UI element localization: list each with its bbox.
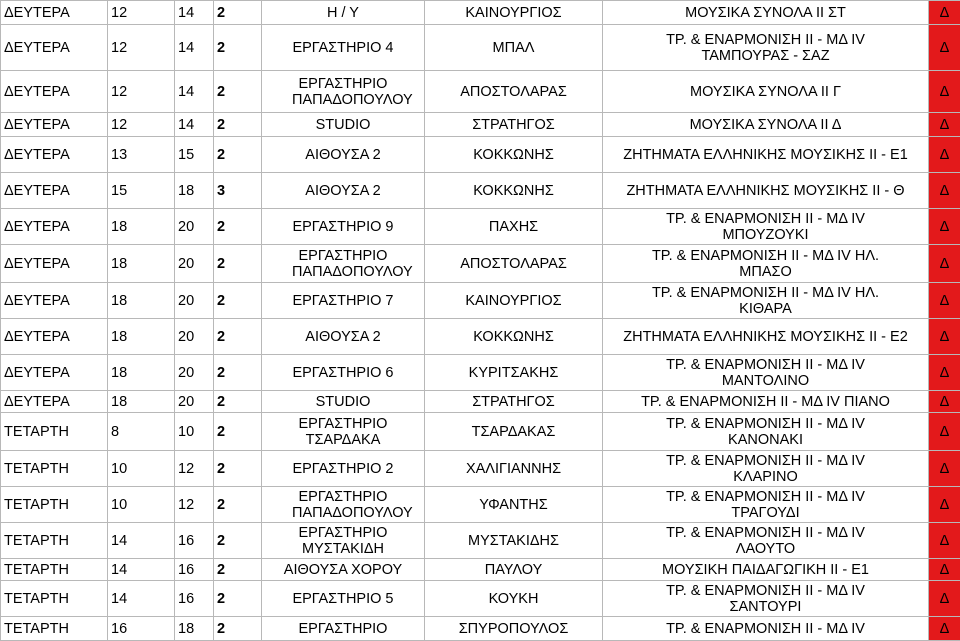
flag-cell: Δ bbox=[929, 245, 960, 283]
hours-cell: 2 bbox=[214, 71, 262, 113]
course-cell: ΖΗΤΗΜΑΤΑ ΕΛΛΗΝΙΚΗΣ ΜΟΥΣΙΚΗΣ ΙΙ - Θ bbox=[603, 173, 929, 209]
course-cell: ΤΡ. & ΕΝΑΡΜΟΝΙΣΗ ΙΙ - ΜΔ ΙV ΤΑΜΠΟΥΡΑΣ - ΣΑΖ bbox=[603, 25, 929, 71]
course-cell: ΤΡ. & ΕΝΑΡΜΟΝΙΣΗ ΙΙ - ΜΔ ΙV bbox=[603, 617, 929, 641]
day-cell: ΤΕΤΑΡΤΗ bbox=[1, 413, 108, 451]
room-cell: ΕΡΓΑΣΤΗΡΙΟ ΠΑΠΑΔΟΠΟΥΛΟΥ bbox=[262, 71, 425, 113]
flag-cell: Δ bbox=[929, 523, 960, 559]
course-cell: ΤΡ. & ΕΝΑΡΜΟΝΙΣΗ ΙΙ - ΜΔ ΙV ΜΑΝΤΟΛΙΝΟ bbox=[603, 355, 929, 391]
start-hour-cell: 10 bbox=[108, 451, 175, 487]
room-cell: Η / Υ bbox=[262, 1, 425, 25]
room-cell: ΑΙΘΟΥΣΑ 2 bbox=[262, 319, 425, 355]
professor-cell: ΚΑΙΝΟΥΡΓΙΟΣ bbox=[425, 1, 603, 25]
start-hour-cell: 18 bbox=[108, 209, 175, 245]
course-cell: ΖΗΤΗΜΑΤΑ ΕΛΛΗΝΙΚΗΣ ΜΟΥΣΙΚΗΣ ΙΙ - Ε2 bbox=[603, 319, 929, 355]
end-hour-cell: 16 bbox=[175, 581, 214, 617]
flag-cell: Δ bbox=[929, 413, 960, 451]
table-row bbox=[1, 245, 960, 283]
start-hour-cell: 18 bbox=[108, 391, 175, 413]
hours-cell: 2 bbox=[214, 1, 262, 25]
end-hour-cell: 20 bbox=[175, 355, 214, 391]
hours-cell: 2 bbox=[214, 559, 262, 581]
end-hour-cell: 16 bbox=[175, 559, 214, 581]
start-hour-cell: 12 bbox=[108, 1, 175, 25]
end-hour-cell: 14 bbox=[175, 113, 214, 137]
day-cell: ΔΕΥΤΕΡΑ bbox=[1, 245, 108, 283]
end-hour-cell: 18 bbox=[175, 617, 214, 641]
flag-cell: Δ bbox=[929, 319, 960, 355]
room-cell: ΑΙΘΟΥΣΑ 2 bbox=[262, 173, 425, 209]
table-row bbox=[1, 581, 960, 617]
day-cell: ΔΕΥΤΕΡΑ bbox=[1, 173, 108, 209]
course-cell: ΜΟΥΣΙΚΗ ΠΑΙΔΑΓΩΓΙΚΗ ΙΙ - Ε1 bbox=[603, 559, 929, 581]
professor-cell: ΜΥΣΤΑΚΙΔΗΣ bbox=[425, 523, 603, 559]
professor-cell: ΣΠΥΡΟΠΟΥΛΟΣ bbox=[425, 617, 603, 641]
hours-cell: 2 bbox=[214, 617, 262, 641]
table-row bbox=[1, 617, 960, 641]
day-cell: ΤΕΤΑΡΤΗ bbox=[1, 487, 108, 523]
hours-cell: 2 bbox=[214, 209, 262, 245]
flag-cell: Δ bbox=[929, 137, 960, 173]
flag-cell: Δ bbox=[929, 451, 960, 487]
end-hour-cell: 12 bbox=[175, 487, 214, 523]
flag-cell: Δ bbox=[929, 559, 960, 581]
room-cell: ΕΡΓΑΣΤΗΡΙΟ bbox=[262, 617, 425, 641]
day-cell: ΔΕΥΤΕΡΑ bbox=[1, 137, 108, 173]
room-cell: STUDIO bbox=[262, 113, 425, 137]
end-hour-cell: 16 bbox=[175, 523, 214, 559]
day-cell: ΤΕΤΑΡΤΗ bbox=[1, 559, 108, 581]
table-row bbox=[1, 355, 960, 391]
room-cell: ΕΡΓΑΣΤΗΡΙΟ 5 bbox=[262, 581, 425, 617]
day-cell: ΔΕΥΤΕΡΑ bbox=[1, 209, 108, 245]
end-hour-cell: 20 bbox=[175, 391, 214, 413]
table-row bbox=[1, 137, 960, 173]
hours-cell: 2 bbox=[214, 355, 262, 391]
course-cell: ΤΡ. & ΕΝΑΡΜΟΝΙΣΗ ΙΙ - ΜΔ ΙV ΤΡΑΓΟΥΔΙ bbox=[603, 487, 929, 523]
hours-cell: 2 bbox=[214, 137, 262, 173]
end-hour-cell: 20 bbox=[175, 245, 214, 283]
day-cell: ΤΕΤΑΡΤΗ bbox=[1, 451, 108, 487]
flag-cell: Δ bbox=[929, 283, 960, 319]
start-hour-cell: 14 bbox=[108, 581, 175, 617]
professor-cell: ΚΥΡΙΤΣΑΚΗΣ bbox=[425, 355, 603, 391]
professor-cell: ΚΑΙΝΟΥΡΓΙΟΣ bbox=[425, 283, 603, 319]
table-row bbox=[1, 413, 960, 451]
professor-cell: ΣΤΡΑΤΗΓΟΣ bbox=[425, 391, 603, 413]
start-hour-cell: 18 bbox=[108, 283, 175, 319]
start-hour-cell: 18 bbox=[108, 245, 175, 283]
day-cell: ΤΕΤΑΡΤΗ bbox=[1, 523, 108, 559]
schedule-body bbox=[1, 1, 960, 641]
end-hour-cell: 14 bbox=[175, 71, 214, 113]
room-cell: ΕΡΓΑΣΤΗΡΙΟ ΤΣΑΡΔΑΚΑ bbox=[262, 413, 425, 451]
hours-cell: 2 bbox=[214, 245, 262, 283]
flag-cell: Δ bbox=[929, 173, 960, 209]
end-hour-cell: 20 bbox=[175, 283, 214, 319]
hours-cell: 3 bbox=[214, 173, 262, 209]
flag-cell: Δ bbox=[929, 209, 960, 245]
professor-cell: ΚΟΚΚΩΝΗΣ bbox=[425, 173, 603, 209]
table-row bbox=[1, 319, 960, 355]
room-cell: ΕΡΓΑΣΤΗΡΙΟ ΜΥΣΤΑΚΙΔΗ bbox=[262, 523, 425, 559]
professor-cell: ΠΑΥΛΟΥ bbox=[425, 559, 603, 581]
room-cell: ΑΙΘΟΥΣΑ 2 bbox=[262, 137, 425, 173]
hours-cell: 2 bbox=[214, 451, 262, 487]
course-cell: ΤΡ. & ΕΝΑΡΜΟΝΙΣΗ ΙΙ - ΜΔ ΙV ΛΑΟΥΤΟ bbox=[603, 523, 929, 559]
flag-cell: Δ bbox=[929, 25, 960, 71]
day-cell: ΔΕΥΤΕΡΑ bbox=[1, 319, 108, 355]
flag-cell: Δ bbox=[929, 355, 960, 391]
flag-cell: Δ bbox=[929, 487, 960, 523]
course-cell: ΤΡ. & ΕΝΑΡΜΟΝΙΣΗ ΙΙ - ΜΔ ΙV ΠΙΑΝΟ bbox=[603, 391, 929, 413]
professor-cell: ΜΠΑΛ bbox=[425, 25, 603, 71]
start-hour-cell: 14 bbox=[108, 523, 175, 559]
day-cell: ΤΕΤΑΡΤΗ bbox=[1, 581, 108, 617]
course-cell: ΤΡ. & ΕΝΑΡΜΟΝΙΣΗ ΙΙ - ΜΔ ΙV ΗΛ. ΜΠΑΣΟ bbox=[603, 245, 929, 283]
course-cell: ΜΟΥΣΙΚΑ ΣΥΝΟΛΑ ΙΙ ΣΤ bbox=[603, 1, 929, 25]
course-cell: ΖΗΤΗΜΑΤΑ ΕΛΛΗΝΙΚΗΣ ΜΟΥΣΙΚΗΣ ΙΙ - Ε1 bbox=[603, 137, 929, 173]
start-hour-cell: 13 bbox=[108, 137, 175, 173]
hours-cell: 2 bbox=[214, 283, 262, 319]
hours-cell: 2 bbox=[214, 113, 262, 137]
table-row bbox=[1, 25, 960, 71]
start-hour-cell: 8 bbox=[108, 413, 175, 451]
course-cell: ΤΡ. & ΕΝΑΡΜΟΝΙΣΗ ΙΙ - ΜΔ ΙV ΗΛ. ΚΙΘΑΡΑ bbox=[603, 283, 929, 319]
professor-cell: ΤΣΑΡΔΑΚΑΣ bbox=[425, 413, 603, 451]
room-cell: ΕΡΓΑΣΤΗΡΙΟ ΠΑΠΑΔΟΠΟΥΛΟΥ bbox=[262, 487, 425, 523]
start-hour-cell: 16 bbox=[108, 617, 175, 641]
hours-cell: 2 bbox=[214, 391, 262, 413]
room-cell: ΕΡΓΑΣΤΗΡΙΟ 6 bbox=[262, 355, 425, 391]
professor-cell: ΥΦΑΝΤΗΣ bbox=[425, 487, 603, 523]
day-cell: ΔΕΥΤΕΡΑ bbox=[1, 391, 108, 413]
course-cell: ΜΟΥΣΙΚΑ ΣΥΝΟΛΑ ΙΙ Δ bbox=[603, 113, 929, 137]
professor-cell: ΑΠΟΣΤΟΛΑΡΑΣ bbox=[425, 245, 603, 283]
course-cell: ΜΟΥΣΙΚΑ ΣΥΝΟΛΑ ΙΙ Γ bbox=[603, 71, 929, 113]
day-cell: ΔΕΥΤΕΡΑ bbox=[1, 25, 108, 71]
day-cell: ΔΕΥΤΕΡΑ bbox=[1, 283, 108, 319]
table-row bbox=[1, 283, 960, 319]
room-cell: ΕΡΓΑΣΤΗΡΙΟ 9 bbox=[262, 209, 425, 245]
table-row bbox=[1, 71, 960, 113]
professor-cell: ΧΑΛΙΓΙΑΝΝΗΣ bbox=[425, 451, 603, 487]
end-hour-cell: 12 bbox=[175, 451, 214, 487]
table-row bbox=[1, 559, 960, 581]
table-row bbox=[1, 523, 960, 559]
flag-cell: Δ bbox=[929, 113, 960, 137]
day-cell: ΔΕΥΤΕΡΑ bbox=[1, 1, 108, 25]
day-cell: ΔΕΥΤΕΡΑ bbox=[1, 355, 108, 391]
hours-cell: 2 bbox=[214, 523, 262, 559]
room-cell: ΕΡΓΑΣΤΗΡΙΟ 2 bbox=[262, 451, 425, 487]
course-cell: ΤΡ. & ΕΝΑΡΜΟΝΙΣΗ ΙΙ - ΜΔ ΙV ΚΑΝΟΝΑΚΙ bbox=[603, 413, 929, 451]
professor-cell: ΣΤΡΑΤΗΓΟΣ bbox=[425, 113, 603, 137]
flag-cell: Δ bbox=[929, 617, 960, 641]
start-hour-cell: 15 bbox=[108, 173, 175, 209]
room-cell: ΑΙΘΟΥΣΑ ΧΟΡΟΥ bbox=[262, 559, 425, 581]
room-cell: ΕΡΓΑΣΤΗΡΙΟ 4 bbox=[262, 25, 425, 71]
hours-cell: 2 bbox=[214, 581, 262, 617]
start-hour-cell: 12 bbox=[108, 25, 175, 71]
end-hour-cell: 20 bbox=[175, 209, 214, 245]
table-row bbox=[1, 487, 960, 523]
day-cell: ΔΕΥΤΕΡΑ bbox=[1, 71, 108, 113]
end-hour-cell: 14 bbox=[175, 1, 214, 25]
course-cell: ΤΡ. & ΕΝΑΡΜΟΝΙΣΗ ΙΙ - ΜΔ ΙV ΚΛΑΡΙΝΟ bbox=[603, 451, 929, 487]
hours-cell: 2 bbox=[214, 413, 262, 451]
professor-cell: ΑΠΟΣΤΟΛΑΡΑΣ bbox=[425, 71, 603, 113]
end-hour-cell: 20 bbox=[175, 319, 214, 355]
table-row bbox=[1, 173, 960, 209]
day-cell: ΤΕΤΑΡΤΗ bbox=[1, 617, 108, 641]
end-hour-cell: 15 bbox=[175, 137, 214, 173]
end-hour-cell: 18 bbox=[175, 173, 214, 209]
room-cell: STUDIO bbox=[262, 391, 425, 413]
start-hour-cell: 18 bbox=[108, 319, 175, 355]
start-hour-cell: 10 bbox=[108, 487, 175, 523]
start-hour-cell: 12 bbox=[108, 113, 175, 137]
table-row bbox=[1, 209, 960, 245]
day-cell: ΔΕΥΤΕΡΑ bbox=[1, 113, 108, 137]
professor-cell: ΚΟΥΚΗ bbox=[425, 581, 603, 617]
flag-cell: Δ bbox=[929, 581, 960, 617]
start-hour-cell: 18 bbox=[108, 355, 175, 391]
professor-cell: ΚΟΚΚΩΝΗΣ bbox=[425, 137, 603, 173]
table-row bbox=[1, 391, 960, 413]
course-cell: ΤΡ. & ΕΝΑΡΜΟΝΙΣΗ ΙΙ - ΜΔ ΙV ΜΠΟΥΖΟΥΚΙ bbox=[603, 209, 929, 245]
flag-cell: Δ bbox=[929, 1, 960, 25]
professor-cell: ΚΟΚΚΩΝΗΣ bbox=[425, 319, 603, 355]
hours-cell: 2 bbox=[214, 487, 262, 523]
flag-cell: Δ bbox=[929, 71, 960, 113]
table-row bbox=[1, 1, 960, 25]
end-hour-cell: 14 bbox=[175, 25, 214, 71]
hours-cell: 2 bbox=[214, 319, 262, 355]
room-cell: ΕΡΓΑΣΤΗΡΙΟ ΠΑΠΑΔΟΠΟΥΛΟΥ bbox=[262, 245, 425, 283]
room-cell: ΕΡΓΑΣΤΗΡΙΟ 7 bbox=[262, 283, 425, 319]
start-hour-cell: 14 bbox=[108, 559, 175, 581]
flag-cell: Δ bbox=[929, 391, 960, 413]
table-row bbox=[1, 451, 960, 487]
professor-cell: ΠΑΧΗΣ bbox=[425, 209, 603, 245]
hours-cell: 2 bbox=[214, 25, 262, 71]
course-cell: ΤΡ. & ΕΝΑΡΜΟΝΙΣΗ ΙΙ - ΜΔ ΙV ΣΑΝΤΟΥΡΙ bbox=[603, 581, 929, 617]
end-hour-cell: 10 bbox=[175, 413, 214, 451]
table-row bbox=[1, 113, 960, 137]
start-hour-cell: 12 bbox=[108, 71, 175, 113]
